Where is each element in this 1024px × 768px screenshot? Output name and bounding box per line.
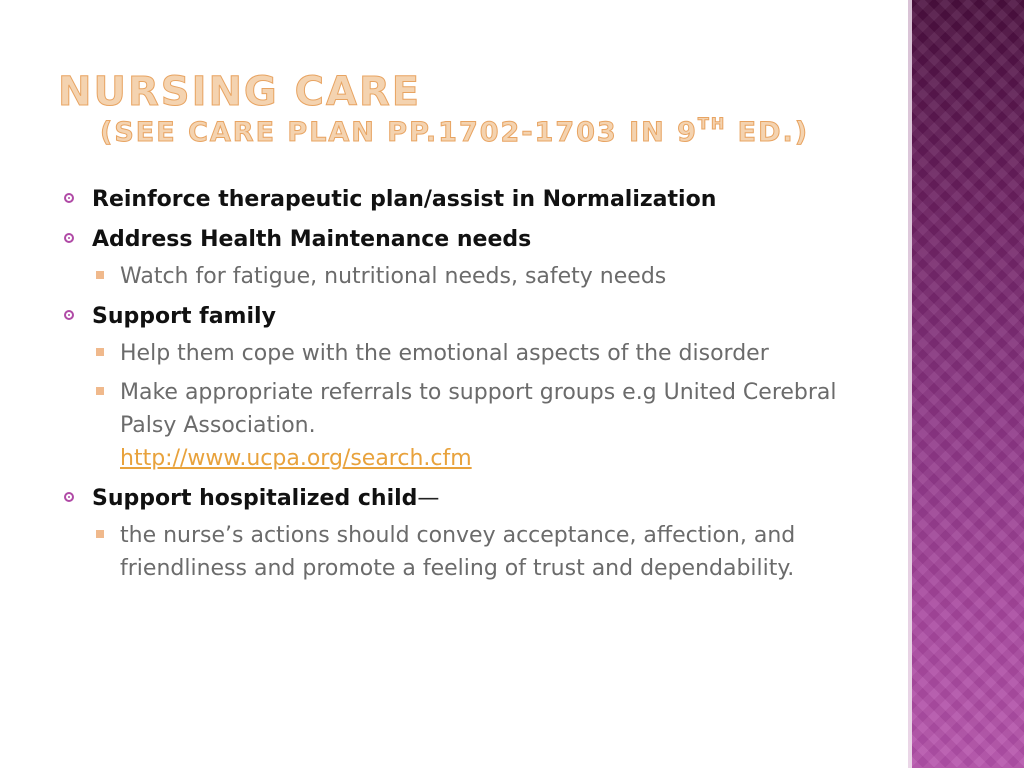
square-bullet-icon	[96, 348, 104, 356]
sub-list-item-text: Help them cope with the emotional aspects of the disorder	[120, 340, 769, 366]
sub-list-item	[62, 519, 892, 585]
sub-list-item	[62, 376, 892, 475]
square-bullet-icon	[96, 530, 104, 538]
sub-list-item	[62, 337, 892, 370]
title-subtitle	[100, 116, 898, 146]
list-item-text: Address Health Maintenance needs	[92, 226, 532, 252]
decorative-side-band	[912, 0, 1024, 768]
circle-bullet-icon	[64, 310, 74, 320]
sub-list-item	[62, 260, 892, 293]
sub-list-item-text: Watch for fatigue, nutritional needs, safety needs	[120, 263, 667, 289]
circle-bullet-icon	[64, 492, 74, 502]
ucpa-link[interactable]: http://www.ucpa.org/search.cfm	[120, 445, 472, 471]
sub-list-item-text: Make appropriate referrals to support groups e.g United Cerebral Palsy Association.	[120, 379, 837, 438]
circle-bullet-icon	[64, 193, 74, 203]
list-item-text: Reinforce therapeutic plan/assist in Normalization	[92, 187, 717, 212]
title-subtitle-prefix: (SEE CARE PLAN PP.1702-1703 IN 9	[100, 117, 698, 148]
sub-list-item-text: the nurse’s actions should convey acceptance, affection, and friendliness and promote a feeling of trust and dependability.	[120, 522, 796, 581]
title-subtitle-suffix: ED.)	[726, 117, 810, 148]
title-main: NURSING CARE	[58, 69, 422, 115]
square-bullet-icon	[96, 387, 104, 395]
list-item	[62, 224, 892, 256]
list-item	[62, 184, 892, 216]
circle-bullet-icon	[64, 233, 74, 243]
square-bullet-icon	[96, 271, 104, 279]
title-subtitle-sup: TH	[697, 114, 727, 133]
list-item	[62, 483, 892, 515]
list-item	[62, 301, 892, 333]
slide-title	[58, 69, 898, 148]
list-item-text: Support hospitalized child	[92, 485, 418, 511]
bullet-list	[62, 176, 892, 591]
list-item-text: Support family	[92, 303, 276, 329]
em-dash: —	[417, 485, 440, 511]
